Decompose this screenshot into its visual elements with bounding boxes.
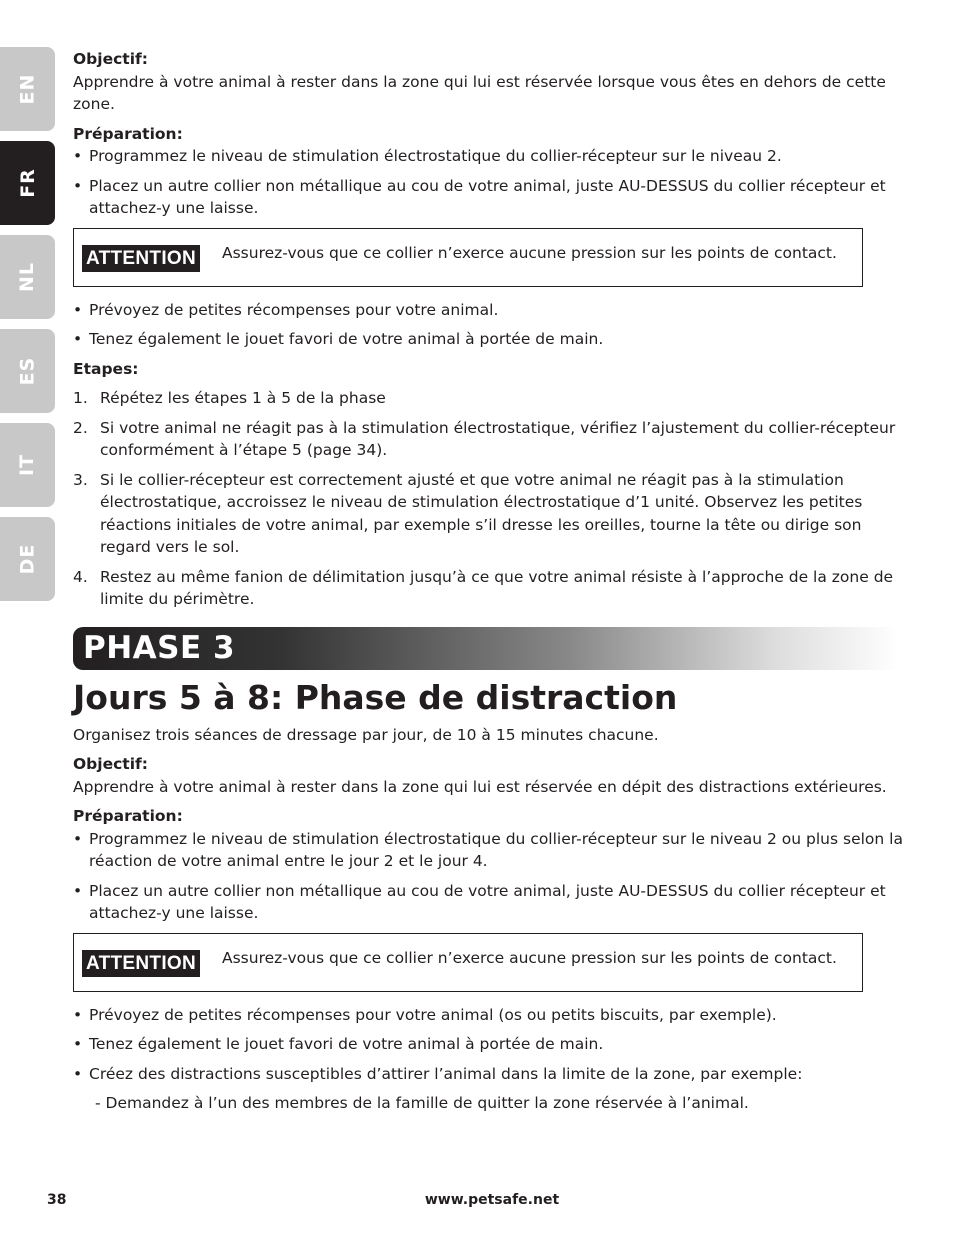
list-item: • Tenez également le jouet favori de votre animal à portée de main.	[73, 328, 907, 351]
etapes-heading: Etapes:	[73, 359, 139, 378]
tab-label: EN	[16, 73, 39, 105]
tab-label: NL	[16, 261, 39, 293]
tab-label: FR	[16, 168, 39, 198]
step-text: Si votre animal ne réagit pas à la stimulation électrostatique, vérifiez l’ajustement du collier-récepteur conformément à l’étape 5 (page 34).	[100, 418, 896, 459]
tab-nl[interactable]	[0, 235, 55, 319]
objectif-heading: Objectif:	[73, 755, 148, 773]
step-item	[73, 387, 907, 410]
preparation-heading: Préparation:	[73, 124, 183, 143]
list-item: • Programmez le niveau de stimulation électrostatique du collier-récepteur sur le niveau 2.	[73, 145, 907, 168]
tab-it[interactable]	[0, 423, 55, 507]
attention-box	[73, 933, 863, 992]
objectif-text: Apprendre à votre animal à rester dans la zone qui lui est réservée en dépit des distractions extérieures.	[73, 777, 887, 796]
list-item: • Placez un autre collier non métallique au cou de votre animal, juste AU-DESSUS du collier récepteur et attachez-y une laisse.	[73, 175, 907, 220]
step-text: Restez au même fanion de délimitation jusqu’à ce que votre animal résiste à l’approche de la zone de limite du périmètre.	[100, 567, 894, 608]
attention-box	[73, 228, 863, 287]
language-tabs	[0, 47, 55, 611]
step-number: 2.	[73, 418, 88, 437]
step-item	[73, 417, 907, 462]
tab-de[interactable]	[0, 517, 55, 601]
tab-label: ES	[16, 356, 39, 386]
list-item: • Placez un autre collier non métallique au cou de votre animal, juste AU-DESSUS du collier récepteur et attachez-y une laisse.	[73, 880, 907, 925]
list-item: • Prévoyez de petites récompenses pour votre animal.	[73, 299, 907, 322]
tab-en[interactable]	[0, 47, 55, 131]
attention-text: Assurez-vous que ce collier n’exerce aucune pression sur les points de contact.	[222, 243, 837, 262]
preparation-heading: Préparation:	[73, 807, 183, 825]
list-item: • Créez des distractions susceptibles d’attirer l’animal dans la limite de la zone, par exemple:	[73, 1063, 907, 1086]
step-number: 3.	[73, 470, 88, 489]
step-text: Si le collier-récepteur est correctement ajusté et que votre animal ne réagit pas à la stimulation électrostatique, accroissez le niveau de stimulation électrostatique d’1 unité. Observez les petites réactions initiales de votre animal, par exemple s’il dresse les oreilles, tourne la tête ou dirige son regard vers le sol.	[100, 470, 863, 556]
tab-fr[interactable]	[0, 141, 55, 225]
phase-title: Jours 5 à 8: Phase de distraction	[73, 677, 678, 717]
page-number: 38	[47, 1192, 67, 1208]
step-number: 4.	[73, 567, 88, 586]
page-content	[73, 48, 907, 1115]
attention-text: Assurez-vous que ce collier n’exerce aucune pression sur les points de contact.	[222, 948, 837, 967]
tab-label: DE	[16, 543, 39, 575]
list-item: • Tenez également le jouet favori de votre animal à portée de main.	[73, 1033, 907, 1056]
phase-banner	[73, 627, 899, 670]
step-item	[73, 566, 907, 611]
attention-label: ATTENTION	[82, 950, 200, 977]
attention-label: ATTENTION	[82, 245, 200, 272]
list-item: • Programmez le niveau de stimulation électrostatique du collier-récepteur sur le niveau 2 ou plus selon la réaction de votre animal entre le jour 2 et le jour 4.	[73, 828, 907, 873]
objectif-text: Apprendre à votre animal à rester dans la zone qui lui est réservée lorsque vous êtes en dehors de cette zone.	[73, 72, 886, 113]
step-item	[73, 469, 907, 559]
phase-intro: Organisez trois séances de dressage par jour, de 10 à 15 minutes chacune.	[73, 725, 659, 744]
tab-es[interactable]	[0, 329, 55, 413]
tab-label: IT	[16, 453, 39, 477]
phase-label: PHASE 3	[83, 630, 236, 666]
list-subitem: - Demandez à l’un des membres de la famille de quitter la zone réservée à l’animal.	[95, 1094, 749, 1112]
website-link[interactable]: www.petsafe.net	[424, 1192, 560, 1208]
step-number: 1.	[73, 389, 88, 407]
step-text: Répétez les étapes 1 à 5 de la phase	[100, 389, 386, 407]
objectif-heading: Objectif:	[73, 50, 148, 68]
list-item: • Prévoyez de petites récompenses pour votre animal (os ou petits biscuits, par exemple).	[73, 1004, 907, 1027]
